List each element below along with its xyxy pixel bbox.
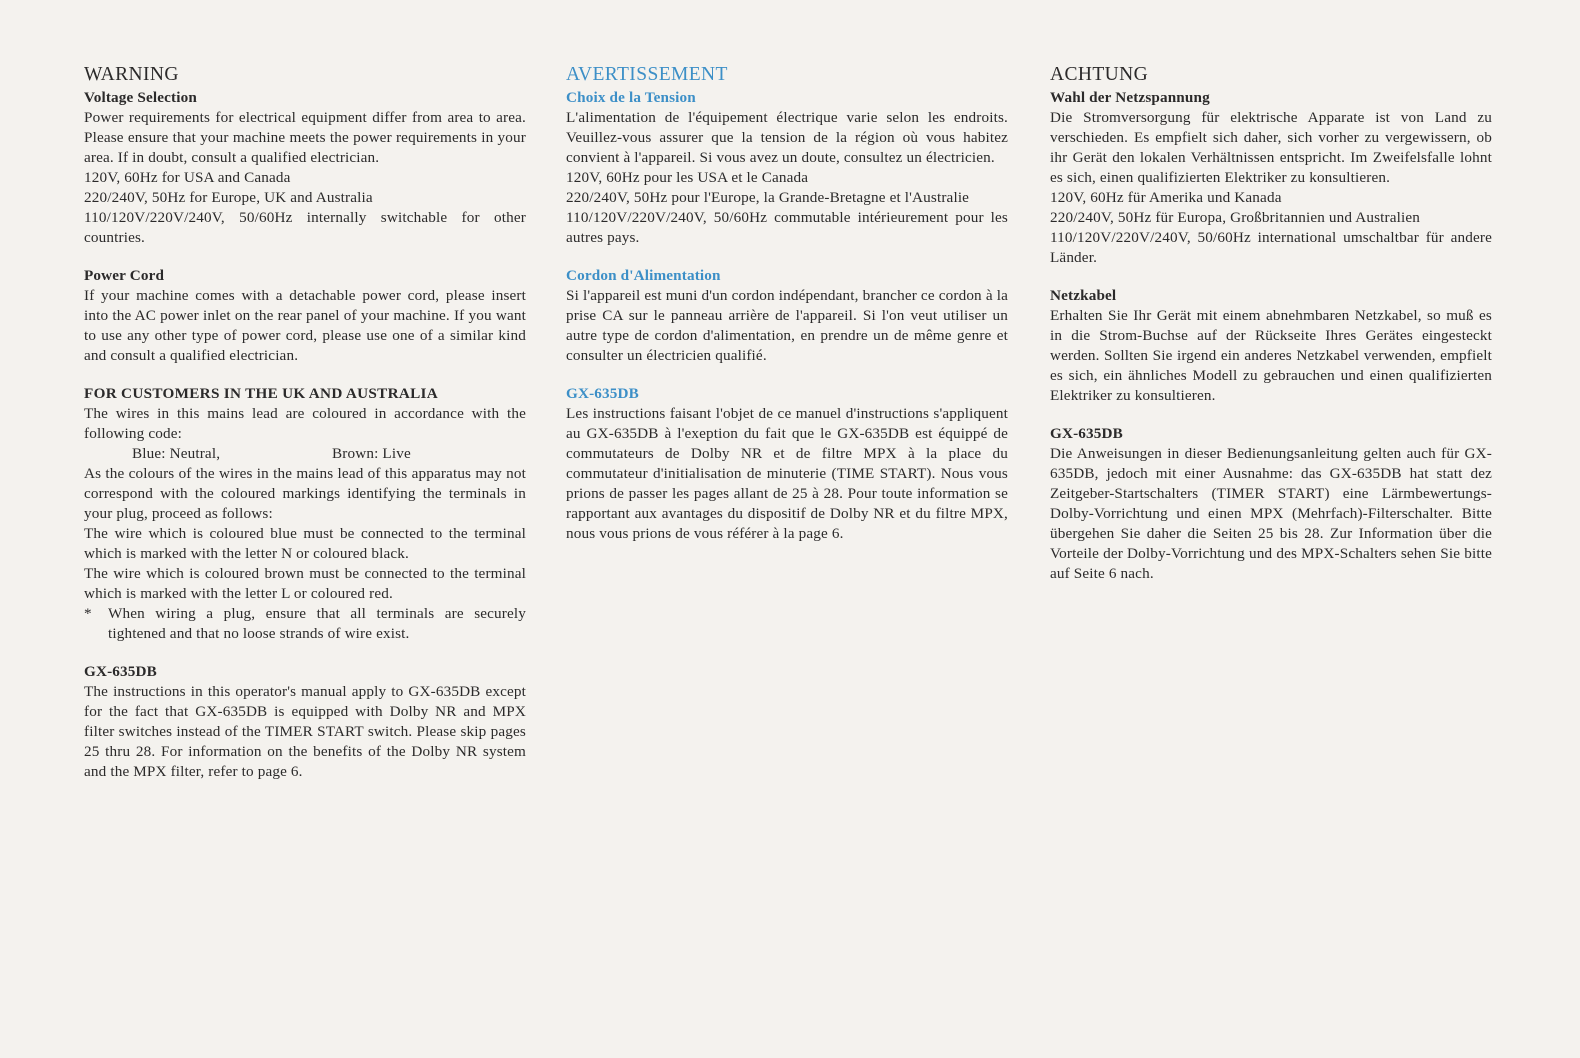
- tension-line-europe: 220/240V, 50Hz pour l'Europe, la Grande-Bretagne et l'Australie: [566, 189, 970, 206]
- power-cord-paragraph: If your machine comes with a detachable power cord, please insert into the AC power inlet on the rear panel of your machine. If you want to use any other type of power cord, please use one of a similar kind and consult a qualified electrician.: [84, 287, 526, 364]
- tension-paragraph: L'alimentation de l'équipement électrique varie selon les endroits. Veuillez-vous assurer que la tension de la région où vous habitez convient à l'appareil. Si vous avez un doute, consultez un électricien.: [566, 109, 1008, 166]
- power-cord-subheading: Power Cord: [84, 267, 165, 284]
- model-paragraph: The instructions in this operator's manual apply to GX-635DB except for the fact that GX-635DB is equipped with Dolby NR and MPX filter switches instead of the TIMER START switch. Please skip pages 25 thru 28. For information on the benefits of the Dolby NR system and the MPX filter, refer to page 6.: [84, 683, 526, 780]
- voltage-line-usa: 120V, 60Hz for USA and Canada: [84, 169, 291, 186]
- netzspannung-line-amerika: 120V, 60Hz für Amerika und Kanada: [1050, 189, 1282, 206]
- achtung-heading: ACHTUNG: [1050, 64, 1149, 85]
- wire-blue-label: Blue: Neutral,: [132, 445, 221, 462]
- netzkabel-paragraph: Erhalten Sie Ihr Gerät mit einem abnehmbaren Netzkabel, so muß es in die Strom-Buchse auf der Rückseite Ihres Gerätes eingesteckt werden. Sollten Sie irgend ein anderes Netzkabel verwenden, empfielt es sich, ein ähnliches Modell zu gebrauchen und einen qualifizierten Elektriker zu konsultieren.: [1050, 307, 1492, 404]
- german-column: [1050, 62, 1492, 584]
- english-column: [84, 62, 526, 782]
- netzspannung-subheading: Wahl der Netzspannung: [1050, 89, 1210, 106]
- wire-brown-label: Brown: Live: [332, 445, 411, 462]
- voltage-paragraph: Power requirements for electrical equipment differ from area to area. Please ensure that your machine meets the power requirements in your area. If in doubt, consult a qualified electrician.: [84, 109, 526, 166]
- tension-line-other: 110/120V/220V/240V, 50/60Hz commutable intérieurement pour les autres pays.: [566, 209, 1008, 246]
- netzspannung-paragraph: Die Stromversorgung für elektrische Apparate ist von Land zu verschieden. Es empfielt sich daher, sich vorher zu vergewissern, ob ihr Gerät den lokalen Verhältnissen entspricht. Im Zweifelsfalle lohnt es sich, einen qualifizierten Elektriker zu konsultieren.: [1050, 109, 1492, 186]
- wiring-note: [84, 604, 526, 644]
- warning-heading: WARNING: [84, 64, 179, 85]
- french-column: [566, 62, 1008, 544]
- uk-wires-paragraph: The wires in this mains lead are coloured in accordance with the following code:: [84, 405, 526, 442]
- uk-blue-wire-paragraph: The wire which is coloured blue must be connected to the terminal which is marked with the letter N or coloured black.: [84, 525, 526, 562]
- uk-customers-subheading: FOR CUSTOMERS IN THE UK AND AUSTRALIA: [84, 385, 439, 402]
- choix-tension-subheading: Choix de la Tension: [566, 89, 696, 106]
- model-subheading: GX-635DB: [84, 663, 157, 680]
- voltage-line-europe: 220/240V, 50Hz for Europe, UK and Australia: [84, 189, 373, 206]
- netzkabel-subheading: Netzkabel: [1050, 287, 1117, 304]
- model-paragraph-de: Die Anweisungen in dieser Bedienungsanleitung gelten auch für GX-635DB, jedoch mit einer Ausnahme: das GX-635DB hat statt dez Zeitgeber-Startschalters (TIMER START) eine Lärmbewertungs-Dolby-Vorrichtung und einen MPX (Mehrfach)-Filterschalter. Bitte übergehen Sie daher die Seiten 25 bis 28. Zur Information über die Vorteile der Dolby-Vorrichtung und des MPX-Schalters sehen Sie bitte auf Seite 6 nach.: [1050, 445, 1492, 582]
- note-asterisk: *: [84, 605, 92, 622]
- model-paragraph-fr: Les instructions faisant l'objet de ce manuel d'instructions s'appliquent au GX-635DB à l'exeption du fait que le GX-635DB est équippé de commutateurs de Dolby NR et de filtre MPX à la place du commutateur d'initialisation de minuterie (TIME START). Nous vous prions de passer les pages allant de 25 à 28. Pour toute information se rapportant aux avantages du dispositif de Dolby NR et du filtre MPX, nous vous prions de vous référer à la page 6.: [566, 405, 1008, 542]
- model-subheading-fr: GX-635DB: [566, 385, 639, 402]
- cordon-paragraph: Si l'appareil est muni d'un cordon indépendant, brancher ce cordon à la prise CA sur le panneau arrière de l'appareil. Si l'on veut utiliser un autre type de cordon d'alimentation, en prendre un de même genre et consulter un électricien qualifié.: [566, 287, 1008, 364]
- voltage-selection-subheading: Voltage Selection: [84, 89, 197, 106]
- wire-colour-code: [84, 444, 526, 464]
- note-text: When wiring a plug, ensure that all terminals are securely tightened and that no loose strands of wire exist.: [108, 605, 526, 642]
- avertissement-heading: AVERTISSEMENT: [566, 64, 728, 85]
- voltage-line-other: 110/120V/220V/240V, 50/60Hz internally switchable for other countries.: [84, 209, 526, 246]
- uk-brown-wire-paragraph: The wire which is coloured brown must be connected to the terminal which is marked with the letter L or coloured red.: [84, 565, 526, 602]
- netzspannung-line-other: 110/120V/220V/240V, 50/60Hz international umschaltbar für andere Länder.: [1050, 229, 1492, 266]
- uk-colours-paragraph: As the colours of the wires in the mains lead of this apparatus may not correspond with the coloured markings identifying the terminals in your plug, proceed as follows:: [84, 465, 526, 522]
- cordon-subheading: Cordon d'Alimentation: [566, 267, 721, 284]
- netzspannung-line-europa: 220/240V, 50Hz für Europa, Großbritannien und Australien: [1050, 209, 1421, 226]
- tension-line-usa: 120V, 60Hz pour les USA et le Canada: [566, 169, 809, 186]
- model-subheading-de: GX-635DB: [1050, 425, 1123, 442]
